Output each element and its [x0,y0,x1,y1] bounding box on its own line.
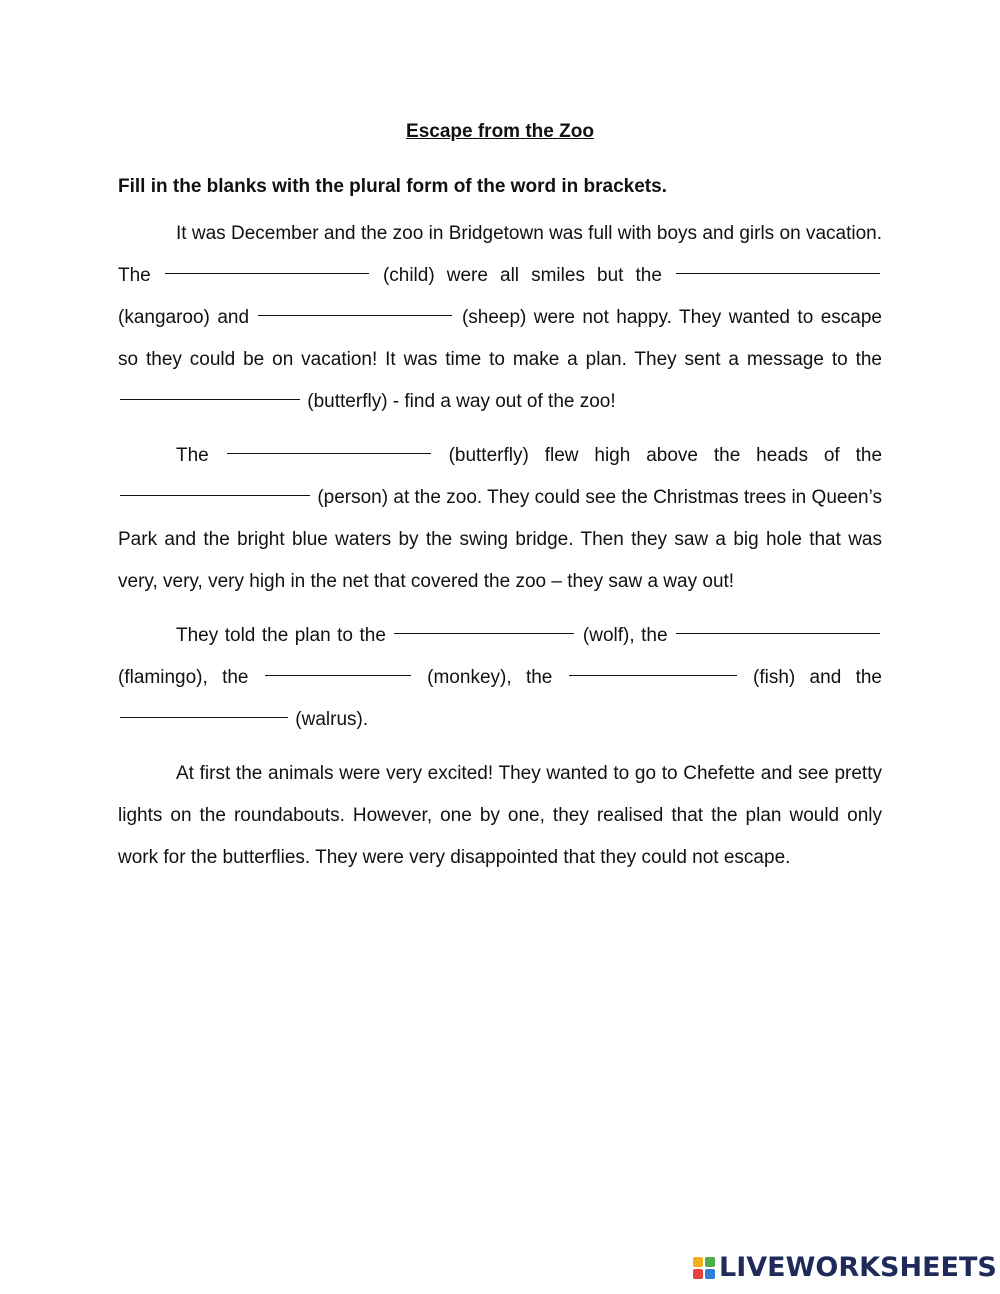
blank-flamingo[interactable] [676,615,880,634]
liveworksheets-logo [693,1253,997,1283]
logo-block [693,1269,703,1279]
logo-block [705,1257,715,1267]
blank-child[interactable] [165,255,369,274]
blank-monkey[interactable] [265,657,411,676]
text-segment: It was December and the zoo in Bridgetown was full with boys and girls on vacation. The [118,223,882,286]
paragraph-4: At first the animals were very excited! They wanted to go to Chefette and see pretty lights on the roundabouts. However, one by one, they realised that the plan would only work for the butterflies. They were very disappointed that they could not escape. [118,763,882,868]
blank-butterfly-2[interactable] [227,435,431,454]
text-segment: They told the plan to the [176,625,386,646]
paragraph-2 [118,435,882,603]
worksheet-title: Escape from the Zoo [406,121,594,142]
text-segment: (butterfly) flew high above the heads of the [448,445,883,466]
paragraph-3 [118,615,882,741]
blank-person[interactable] [120,477,310,496]
logo-block [705,1269,715,1279]
text-segment: (kangaroo) and [118,307,250,328]
logo-block [693,1257,703,1267]
blank-wolf[interactable] [394,615,574,634]
text-segment: (flamingo), the [118,667,249,688]
text-segment: (child) were all smiles but the [382,265,662,286]
text-segment: (butterfly) - find a way out of the zoo! [307,391,616,412]
worksheet [118,118,882,879]
blank-fish[interactable] [569,657,737,676]
logo-text: LIVEWORKSHEETS [719,1252,997,1283]
blank-butterfly-1[interactable] [120,381,300,400]
text-segment: The [176,445,209,466]
text-segment: (walrus). [295,709,369,730]
text-segment: (monkey), the [427,667,553,688]
text-segment: (sheep) were not happy. They wanted to escape so they could be on vacation! It was time to make a plan. They sent a message to the [118,307,882,370]
logo-blocks-icon [693,1257,715,1279]
blank-kangaroo[interactable] [676,255,880,274]
text-segment: (fish) and the [753,667,882,688]
paragraph-1 [118,213,882,423]
blank-walrus[interactable] [120,699,288,718]
blank-sheep[interactable] [258,297,452,316]
instructions: Fill in the blanks with the plural form of the word in brackets. [118,176,667,197]
text-segment: (wolf), the [582,625,668,646]
text-segment: (person) at the zoo. They could see the Christmas trees in Queen’s Park and the bright blue waters by the swing bridge. Then they saw a big hole that was very, very, very high in the net that covered the zoo – they saw a way out! [118,487,882,592]
